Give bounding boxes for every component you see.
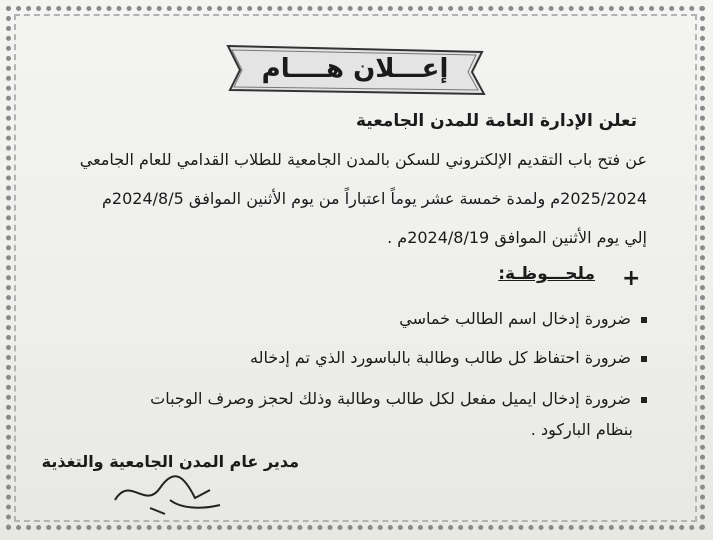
announcement-line-1: عن فتح باب التقديم الإلكتروني للسكن بالمدن الجامعية للطلاب القدامي للعام الجامعي	[79, 150, 647, 169]
handwritten-signature-icon	[110, 470, 230, 520]
note-item	[150, 389, 647, 408]
note-item-text: ضرورة احتفاظ كل طالب وطالبة بالباسورد الذي تم إدخاله	[250, 348, 631, 367]
announcement-banner	[222, 42, 488, 98]
bullet-icon	[641, 317, 647, 323]
announcement-line-3: إلي يوم الأثنين الموافق 2024/8/19م .	[387, 228, 647, 247]
banner-title: إعـــلان هــــام	[261, 54, 449, 84]
bullet-icon	[641, 397, 647, 403]
announcement-line-2: 2025/2024م ولمدة خمسة عشر يوماً اعتباراً من يوم الأثنين الموافق 2024/8/5م	[102, 189, 647, 208]
announcement-title: تعلن الإدارة العامة للمدن الجامعية	[355, 111, 637, 131]
note-item	[399, 309, 647, 328]
note-item-text: ضرورة إدخال اسم الطالب خماسي	[399, 309, 631, 328]
note-item-text: ضرورة إدخال ايميل مفعل لكل طالب وطالبة وذلك لحجز وصرف الوجبات	[150, 389, 631, 408]
notes-marker-icon: +	[622, 266, 641, 291]
note-item-continuation: بنظام الباركود .	[530, 420, 633, 439]
bullet-icon	[641, 356, 647, 362]
note-item	[250, 348, 647, 367]
notes-heading: ملحـــوظـة:	[498, 264, 595, 284]
signatory-title: مدير عام المدن الجامعية والتغذية	[41, 452, 299, 471]
